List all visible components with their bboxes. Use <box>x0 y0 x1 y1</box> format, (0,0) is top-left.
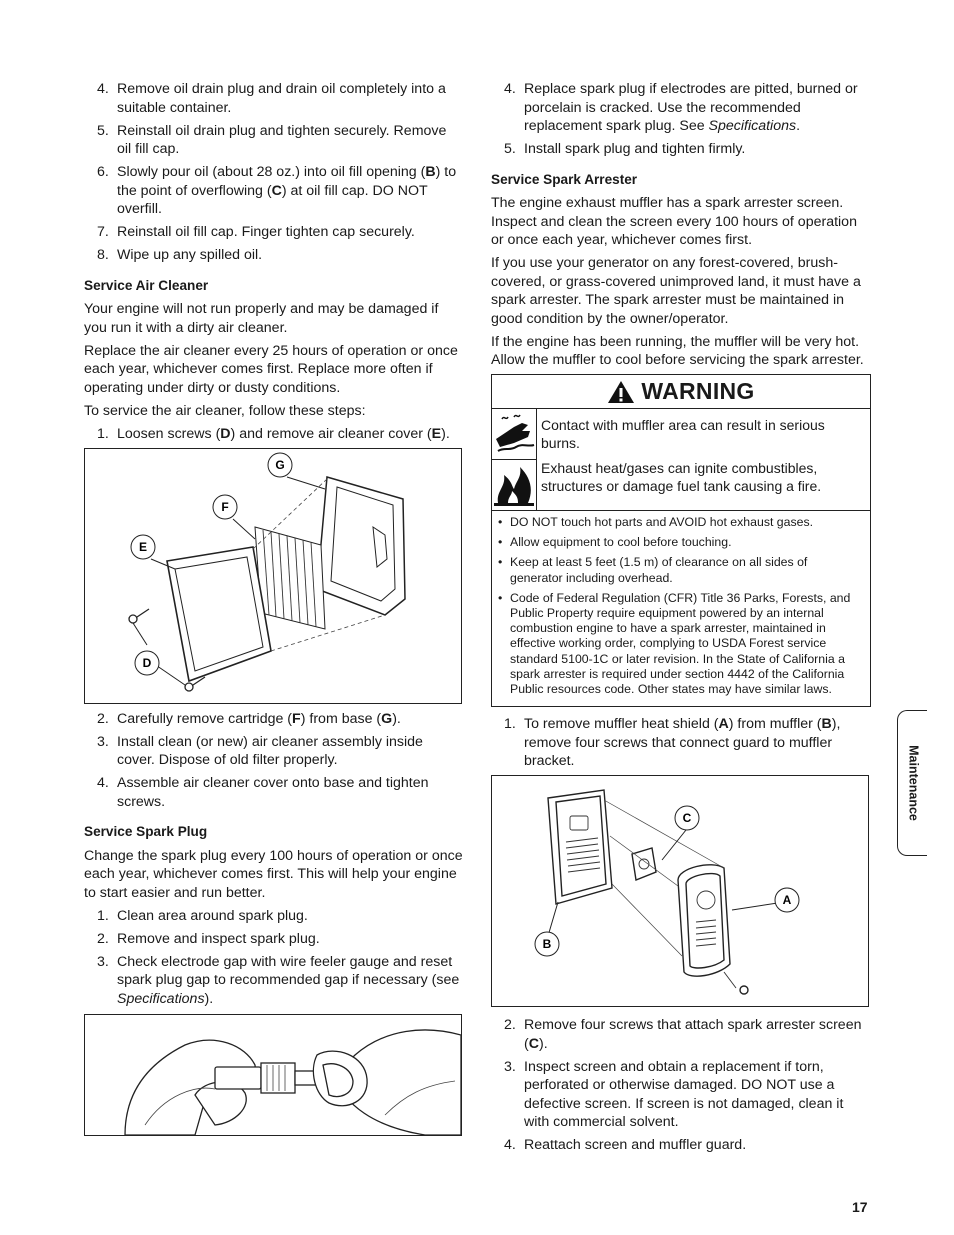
list-item: 4. Reattach screen and muffler guard. <box>504 1137 747 1154</box>
list-item: 3. Install clean (or new) air cleaner assembly inside cover. Dispose of old filter properly. <box>97 733 423 768</box>
spark-plug-heading: Service Spark Plug <box>84 824 208 839</box>
list-item: 5. Install spark plug and tighten firmly. <box>504 141 746 157</box>
air-cleaner-steps <box>84 425 464 444</box>
list-item: 8. Wipe up any spilled oil. <box>97 247 263 263</box>
hot-surface-hand-icon <box>492 409 536 459</box>
spark-plug-steps-cont <box>491 80 871 159</box>
paragraph: The engine exhaust muffler has a spark arrester screen. Inspect and clean the screen every 100 hours of operation or once each year, whichever comes first. <box>491 195 857 248</box>
callout-f: F <box>221 499 229 514</box>
spark-plug-steps <box>84 907 464 1009</box>
warning-box <box>491 374 871 707</box>
paragraph: To service the air cleaner, follow these steps: <box>84 402 366 419</box>
list-item: • Code of Federal Regulation (CFR) Title 36 Parks, Forests, and Public Property require equipment powered by an internal combustion engine to have a spark arrester, maintained in effective working order, complying to USDA Forest service standard 5100-1C or later revision. In the State of California a spark arrester is required under section 4442 of the California Public resources code. Other states may have similar laws. <box>496 591 862 697</box>
warning-icons <box>492 409 537 510</box>
paragraph: Replace the air cleaner every 25 hours of operation or once each year, whichever comes first. Replace more often if operating under dirty or dusty conditions. <box>84 342 458 396</box>
air-cleaner-steps-cont <box>84 710 464 812</box>
muffler-illustration <box>492 776 868 1006</box>
list-item: 2. Remove four screws that attach spark arrester screen (C). <box>504 1017 862 1052</box>
warning-bullets <box>492 511 870 706</box>
spark-arrester-steps-cont <box>491 1016 871 1155</box>
muffler-figure <box>491 775 869 1007</box>
list-item: 2. Carefully remove cartridge (F) from base (G). <box>97 710 401 727</box>
warning-triangle-icon <box>607 380 635 404</box>
callout-b: B <box>542 937 552 952</box>
list-item: 4. Replace spark plug if electrodes are pitted, burned or porcelain is cracked. Use the recommended replacement spark plug. See Specifications. <box>504 81 858 134</box>
callout-a: A <box>782 893 792 908</box>
list-item: 6. Slowly pour oil (about 28 oz.) into oil fill opening (B) to the point of overflowing (C) at oil fill cap. DO NOT overfill. <box>97 164 457 217</box>
left-column <box>84 80 464 1136</box>
callout-e: E <box>138 539 148 554</box>
list-item: 3. Inspect screen and obtain a replacement if torn, perforated or otherwise damaged. DO NOT use a defective screen. If screen is not damaged, clean it with commercial solvent. <box>504 1058 844 1131</box>
list-item: 2. Remove and inspect spark plug. <box>97 930 320 947</box>
hazard-fire: Exhaust heat/gases can ignite combustibles, structures or damage fuel tank causing a fire. <box>541 460 822 494</box>
section-tab-maintenance <box>897 710 927 856</box>
callout-c: C <box>682 811 692 826</box>
spark-plug-figure <box>84 1014 462 1136</box>
list-item: 1. To remove muffler heat shield (A) from muffler (B), remove four screws that connect guard to muffler bracket. <box>504 716 841 770</box>
list-item: • Keep at least 5 feet (1.5 m) of clearance on all sides of generator including overhead. <box>496 555 862 585</box>
oil-change-steps <box>84 80 464 265</box>
list-item: 5. Reinstall oil drain plug and tighten securely. Remove oil fill cap. <box>97 122 447 157</box>
warning-title: WARNING <box>641 378 755 405</box>
callout-g: G <box>275 457 285 472</box>
list-item: • DO NOT touch hot parts and AVOID hot exhaust gases. <box>496 515 862 530</box>
hazard-burns: Contact with muffler area can result in serious burns. <box>541 417 825 451</box>
paragraph: If the engine has been running, the muffler will be very hot. Allow the muffler to cool before servicing the spark arrester. <box>491 333 864 368</box>
paragraph: If you use your generator on any forest-covered, brush-covered, or grass-covered unimproved land, it must have a spark arrester. The spark arrester must be maintained in good condition by the owner/operator. <box>491 255 861 327</box>
list-item: 7. Reinstall oil fill cap. Finger tighten cap securely. <box>97 224 415 240</box>
air-cleaner-heading: Service Air Cleaner <box>84 277 209 293</box>
air-cleaner-illustration <box>85 449 461 703</box>
air-cleaner-figure <box>84 448 462 704</box>
spark-arrester-steps <box>491 715 871 771</box>
page-number: 17 <box>852 1199 868 1215</box>
section-tab-label: Maintenance <box>905 745 920 821</box>
list-item: • Allow equipment to cool before touching. <box>496 535 862 550</box>
list-item: 1. Loosen screws (D) and remove air cleaner cover (E). <box>97 425 450 442</box>
warning-header <box>492 375 870 409</box>
list-item: 3. Check electrode gap with wire feeler gauge and reset spark plug gap to recommended gap if necessary (see Specifications). <box>97 953 460 1007</box>
paragraph: Your engine will not run properly and may be damaged if you run it with a dirty air cleaner. <box>84 301 439 336</box>
fire-icon <box>492 459 536 510</box>
callout-d: D <box>142 655 152 670</box>
list-item: 4. Remove oil drain plug and drain oil completely into a suitable container. <box>97 81 446 116</box>
paragraph: Change the spark plug every 100 hours of operation or once each year, whichever comes first. This will help your engine to start easier and run better. <box>84 847 463 901</box>
right-column <box>491 80 871 1159</box>
warning-hazard-text <box>537 409 870 510</box>
list-item: 4. Assemble air cleaner cover onto base and tighten screws. <box>97 775 429 810</box>
spark-arrester-heading: Service Spark Arrester <box>491 171 638 187</box>
warning-hazards <box>492 409 870 511</box>
list-item: 1. Clean area around spark plug. <box>97 907 308 924</box>
spark-plug-illustration <box>85 1015 461 1135</box>
